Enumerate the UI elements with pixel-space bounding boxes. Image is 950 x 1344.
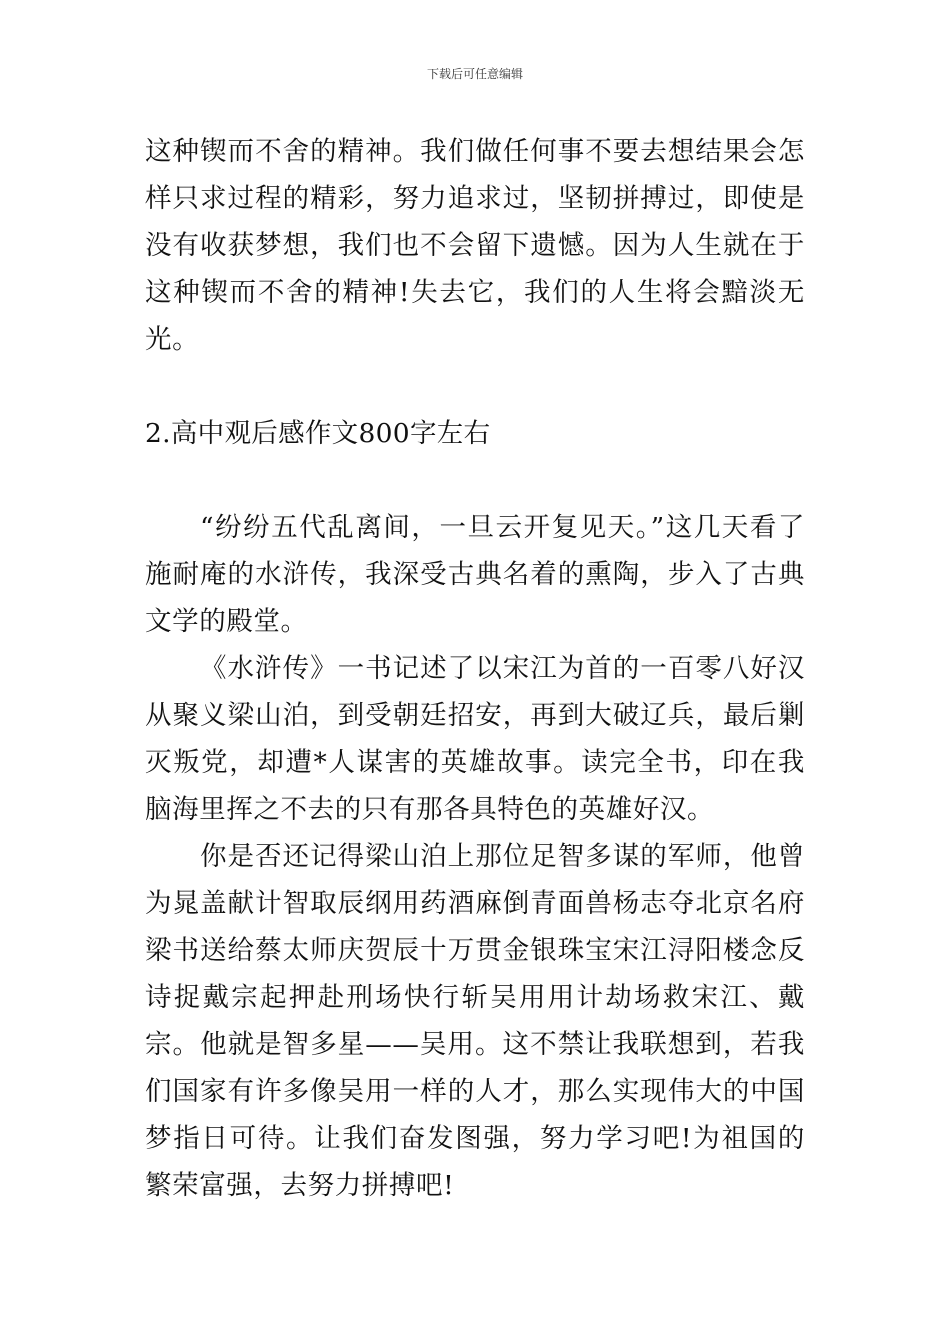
section-heading: 2.高中观后感作文800字左右 — [145, 418, 491, 449]
paragraph-intro: “纷纷五代乱离间，一旦云开复见天。”这几天看了施耐庵的水浒传，我深受古典名着的熏陶，步入了古典文学的殿堂。 — [145, 512, 805, 637]
paragraph-spacer — [145, 457, 805, 504]
paragraph-wuyong: 你是否还记得梁山泊上那位足智多谋的军师，他曾为晁盖献计智取辰纲用药酒麻倒青面兽杨志夺北京名府梁书送给蔡太师庆贺辰十万贯金银珠宝宋江浔阳楼念反诗捉戴宗起押赴刑场快行斩吴用用计劫场救宋江、戴宗。他就是智多星——吴用。这不禁让我联想到，若我们国家有许多像吴用一样的人才，那么实现伟大的中国梦指日可待。让我们奋发图强，努力学习吧!为祖国的繁荣富强，去努力拼搏吧! — [145, 841, 805, 1201]
document-body — [145, 128, 805, 1209]
paragraph-spacer — [145, 363, 805, 410]
page-header: 下载后可任意编辑 — [426, 67, 523, 81]
paragraph-summary: 《水浒传》一书记述了以宋江为首的一百零八好汉从聚义梁山泊，到受朝廷招安，再到大破辽兵，最后剿灭叛党，却遭*人谋害的英雄故事。读完全书，印在我脑海里挥之不去的只有那各具特色的英雄好汉。 — [145, 653, 805, 825]
paragraph-continued: 这种锲而不舍的精神。我们做任何事不要去想结果会怎样只求过程的精彩，努力追求过，坚韧拼搏过，即使是没有收获梦想，我们也不会留下遗憾。因为人生就在于这种锲而不舍的精神!失去它，我们的人生将会黯淡无光。 — [145, 136, 805, 355]
